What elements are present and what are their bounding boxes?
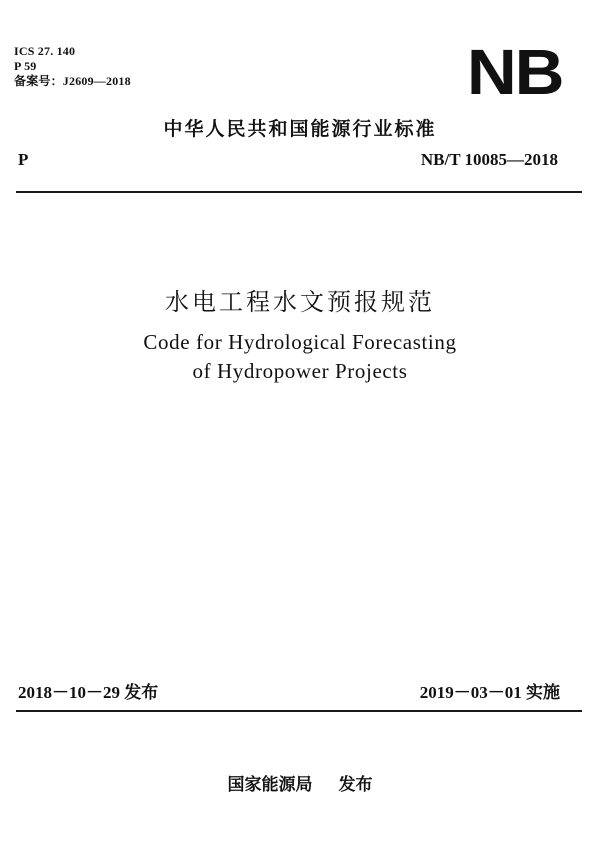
standard-number: NB/T 10085—2018 <box>420 150 558 169</box>
title-chinese: 水电工程水文预报规范 <box>165 288 435 316</box>
title-english-line2: of Hydropower Projects <box>192 359 408 383</box>
implementation-date: 2019－03－01 实施 <box>419 683 560 702</box>
ics-code: ICS 27. 140 <box>14 44 76 58</box>
publisher-name: 国家能源局 <box>227 775 313 795</box>
publisher-action: 发布 <box>338 775 373 795</box>
title-english-line1: Code for Hydrological Forecasting <box>143 330 457 354</box>
publisher-line <box>0 770 600 795</box>
meta-block <box>14 44 131 89</box>
top-divider <box>16 191 582 193</box>
category-code: P 59 <box>14 59 37 73</box>
bottom-divider <box>16 710 582 712</box>
record-number: 备案号：J2609—2018 <box>14 74 131 88</box>
issue-date: 2018－10－29 发布 <box>18 683 159 702</box>
nb-logo: NB <box>466 36 562 108</box>
category-letter: P <box>18 150 29 169</box>
organization-title: 中华人民共和国能源行业标准 <box>163 118 437 140</box>
